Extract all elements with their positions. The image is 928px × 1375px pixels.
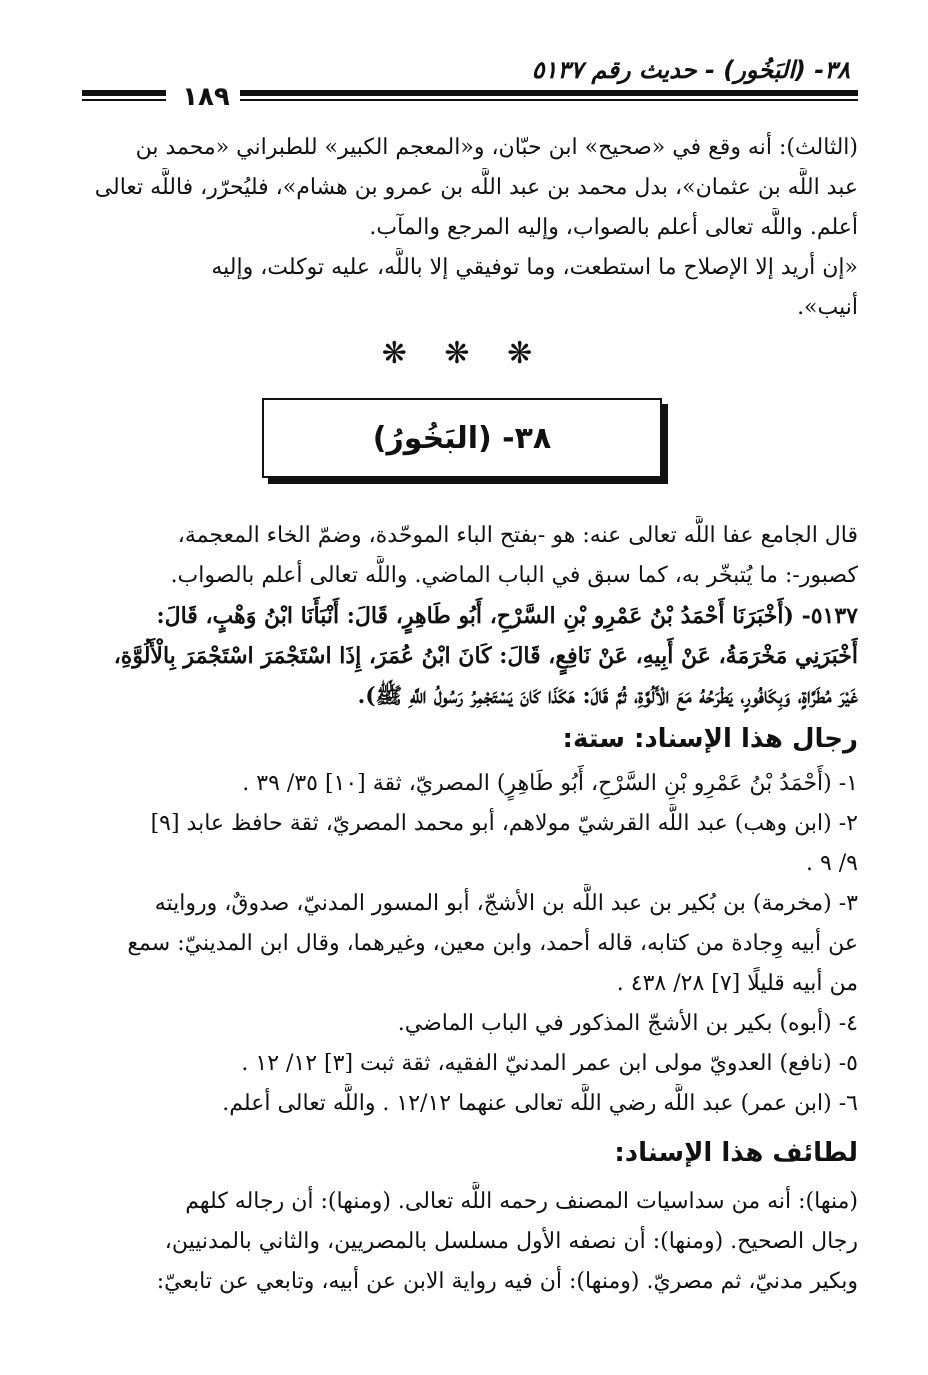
narrator-line: ١- (أَحْمَدُ بْنُ عَمْرِو بْنِ السَّرْحِ، أَبُو طَاهِرٍ) المصريّ، ثقة [١٠] ٣٥/ ٣٩ . <box>242 771 858 796</box>
hadith-line: غَيْرَ مُطَرَّاةٍ، وَبِكَافُورٍ، يَطْرَحُهُ مَعَ الْأَلُوَّةِ، ثُمَّ قَالَ: هَكَذَا كَانَ يَسْتَجْمِرُ رَسُولُ اللَّهِ ﷺ). <box>357 683 858 709</box>
text-line: قال الجامع عفا اللَّه تعالى عنه: هو -بفتح الباء الموحّدة، وضمّ الخاء المعجمة، <box>177 523 858 548</box>
hadith-text <box>82 596 858 716</box>
text-line: أنيب». <box>797 295 858 320</box>
text-line: (منها): أنه من سداسيات المصنف رحمه اللَّه تعالى. (ومنها): أن رجاله كلهم <box>185 1189 858 1214</box>
text-line: أعلم. واللَّه تعالى أعلم بالصواب، وإليه المرجع والمآب. <box>369 215 858 240</box>
text-line: (الثالث): أنه وقع في «صحيح» ابن حبّان، و«المعجم الكبير» للطبراني «محمد بن <box>135 135 858 160</box>
text-line: «إن أريد إلا الإصلاح ما استطعت، وما توفيقي إلا باللَّه، عليه توكلت، وإليه <box>211 255 858 280</box>
header-rule-thin-left <box>82 99 166 101</box>
narrator-line: ٦- (ابن عمر) عبد اللَّه رضي اللَّه تعالى عنهما ١٢/١٢ . واللَّه تعالى أعلم. <box>222 1091 858 1116</box>
narrators-heading: رجال هذا الإسناد: ستة: <box>562 724 858 754</box>
narrator-line: ٢- (ابن وهب) عبد اللَّه القرشيّ مولاهم، أبو محمد المصريّ، ثقة حافظ عابد [٩] <box>150 811 858 836</box>
narrator-line: ٥- (نافع) العدويّ مولى ابن عمر المدنيّ الفقيه، ثقة ثبت [٣] ١٢/ ١٢ . <box>241 1051 858 1076</box>
header-rule-thick-right <box>240 90 858 96</box>
hadith-line: ٥١٣٧- (أَخْبَرَنَا أَحْمَدُ بْنُ عَمْرِو بْنِ السَّرْحِ، أَبُو طَاهِرٍ، قَالَ: أَنْبَأَنَا ابْنُ وَهْبٍ، قَالَ: <box>156 603 858 629</box>
text-line: عبد اللَّه بن عثمان»، بدل محمد بن عبد اللَّه بن عمرو بن هشام»، فليُحرّر، فاللَّه تعالى <box>94 175 858 200</box>
narrator-line: ٩/ ٩ . <box>805 851 858 876</box>
text-line: وبكير مدنيّ، ثم مصريّ. (ومنها): أن فيه رواية الابن عن أبيه، وتابعي عن تابعيّ: <box>156 1269 858 1294</box>
subtleties-paragraph <box>82 1182 858 1302</box>
chapter-title-box <box>262 398 662 478</box>
narrator-line: عن أبيه وِجادة من كتابه، قاله أحمد، وابن معين، وغيرهما، وقال ابن المدينيّ: سمع <box>127 931 858 956</box>
text-line: كصبور-: ما يُتبخّر به، كما سبق في الباب الماضي. واللَّه تعالى أعلم بالصواب. <box>170 563 858 588</box>
narrator-line: ٤- (أبوه) بكير بن الأشجّ المذكور في الباب الماضي. <box>397 1011 858 1036</box>
text-line: رجال الصحيح. (ومنها): أن نصفه الأول مسلسل بالمصريين، والثاني بالمدنيين، <box>164 1229 858 1254</box>
page-number: ١٨٩ <box>182 82 230 112</box>
intro-paragraph <box>82 516 858 596</box>
header-rule-thick-left <box>82 90 166 96</box>
narrator-line: من أبيه قليلًا [٧] ٢٨/ ٤٣٨ . <box>616 971 858 996</box>
chapter-title: ٣٨- (البَخُورُ) <box>372 420 552 456</box>
running-header-title: ٣٨- (البَخُور) - حديث رقم ٥١٣٧ <box>531 56 850 84</box>
narrators-list <box>82 764 858 1124</box>
top-paragraph <box>82 128 858 328</box>
hadith-line: أَخْبَرَنِي مَخْرَمَةُ، عَنْ أَبِيهِ، عَنْ نَافِعٍ، قَالَ: كَانَ ابْنُ عُمَرَ، إِذَا اسْتَجْمَرَ اسْتَجْمَرَ بِالْأَلُوَّةِ، <box>113 643 858 669</box>
section-separator: ❋ ❋ ❋ <box>381 336 547 371</box>
subtleties-heading: لطائف هذا الإسناد: <box>614 1138 858 1168</box>
narrator-line: ٣- (مخرمة) بن بُكير بن عبد اللَّه بن الأشجّ، أبو المسور المدنيّ، صدوقٌ، وروايته <box>154 891 858 916</box>
header-rule-thin-right <box>240 99 858 101</box>
